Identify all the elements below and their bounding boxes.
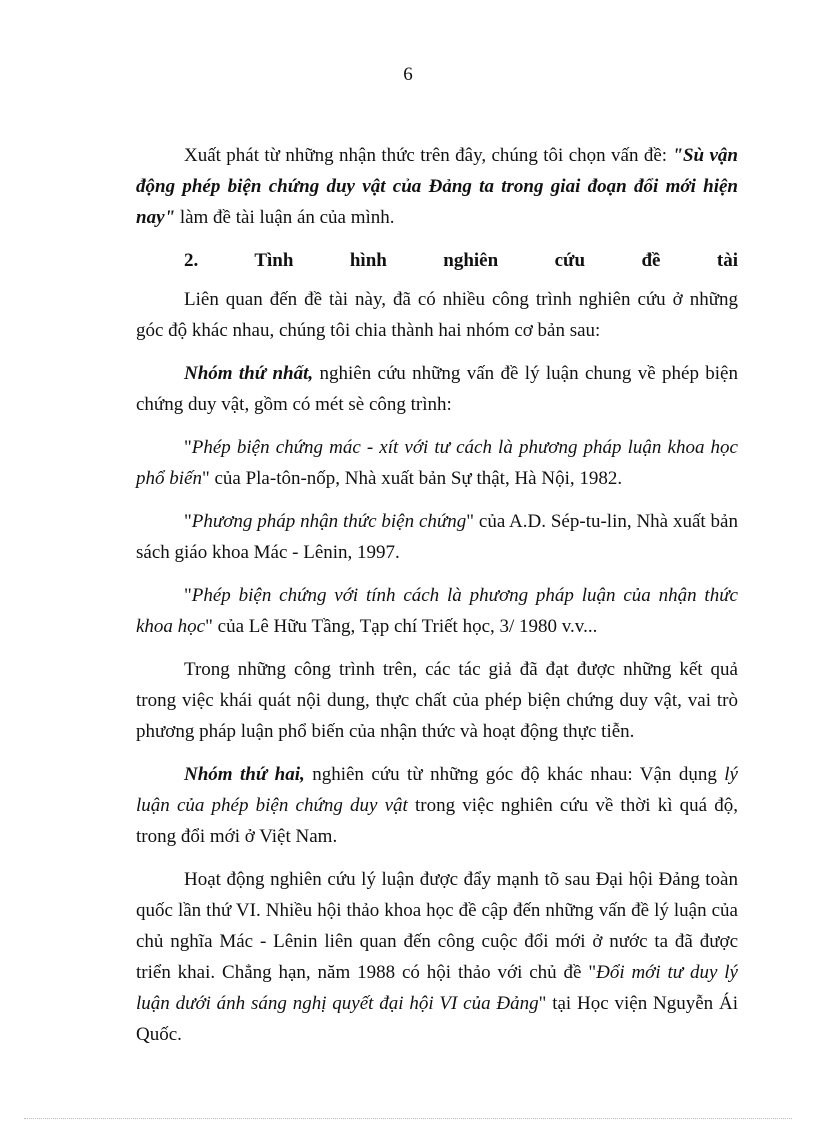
work-item: [136, 580, 738, 642]
quote-mark: ": [164, 207, 176, 228]
group-lead: Nhóm thứ nhất,: [184, 363, 314, 384]
work-title: Phương pháp nhận thức biện chứng: [191, 511, 467, 532]
group-lead: Nhóm thứ hai,: [184, 764, 305, 785]
work-item: [136, 432, 738, 494]
text: nghiên cứu từ những góc độ khác nhau: Vận dụng: [304, 764, 725, 785]
page-number: 6: [403, 64, 413, 85]
text: trong việc nghiên cứu về thời kì quá độ, trong đổi mới ở Việt Nam.: [136, 795, 738, 847]
text: Xuất phát từ những nhận thức trên đây, chúng tôi chọn vấn đề:: [184, 145, 673, 166]
thesis-title: Sù vận động phép biện chứng duy vật của Đảng ta trong giai đoạn đổi mới hiện nay: [136, 145, 738, 228]
quote-mark: ": [184, 511, 192, 532]
paragraph-intro: Liên quan đến đề tài này, đã có nhiều công trình nghiên cứu ở những góc độ khác nhau, chúng tôi chia thành hai nhóm cơ bản sau:: [136, 289, 738, 341]
work-details: " của Lê Hữu Tầng, Tạp chí Triết học, 3/ 1980 v.v...: [205, 616, 598, 637]
quote-mark: ": [672, 145, 683, 166]
paragraph-activities: [136, 864, 738, 1050]
paragraph-results: Trong những công trình trên, các tác giả đã đạt được những kết quả trong việc khái quát nội dung, thực chất của phép biện chứng duy vật, vai trò phương pháp luận phổ biến của nhận thức và hoạt động thực tiễn.: [136, 659, 738, 742]
document-body: [136, 140, 738, 1062]
work-item: [136, 506, 738, 568]
quote-mark: ": [184, 585, 192, 606]
paragraph-group-one: [136, 358, 738, 420]
section-heading: 2. Tình hình nghiên cứu đề tài: [184, 250, 738, 271]
work-details: " của A.D. Sép-tu-lin, Nhà xuất bản sách giáo khoa Mác - Lênin, 1997.: [136, 511, 738, 563]
quote-mark: ": [588, 962, 597, 983]
work-title: Phép biện chứng với tính cách là phương pháp luận của nhận thức khoa học: [136, 585, 738, 637]
italic-phrase: lý luận của phép biện chứng duy vật: [136, 764, 738, 816]
work-title: Phép biện chứng mác - xít với tư cách là phương pháp luận khoa học phổ biến: [136, 437, 738, 489]
quote-mark: ": [184, 437, 192, 458]
text: Hoạt động nghiên cứu lý luận được đẩy mạnh tõ sau Đại hội Đảng toàn quốc lần thứ VI. Nhiều hội thảo khoa học đề cập đến những vấn đề lý luận của chủ nghĩa Mác - Lênin liên quan đến công cuộc đổi mới ở nước ta đã được triển khai. Chẳng hạn, năm 1988 có hội thảo với chủ đề: [136, 869, 738, 983]
work-details: " của Pla-tôn-nốp, Nhà xuất bản Sự thật, Hà Nội, 1982.: [201, 468, 623, 489]
paragraph-group-two: [136, 759, 738, 852]
text: nghiên cứu những vấn đề lý luận chung về phép biện chứng duy vật, gồm có mét sè công trình:: [136, 363, 738, 415]
text: " tại Học viện Nguyễn Ái Quốc.: [136, 993, 738, 1045]
text: làm đề tài luận án của mình.: [175, 207, 395, 228]
paragraph-topic: [136, 140, 738, 233]
page-bottom-divider: [24, 1118, 792, 1119]
seminar-title: Đổi mới tư duy lý luận dưới ánh sáng nghị quyết đại hội VI của Đảng: [136, 962, 738, 1014]
